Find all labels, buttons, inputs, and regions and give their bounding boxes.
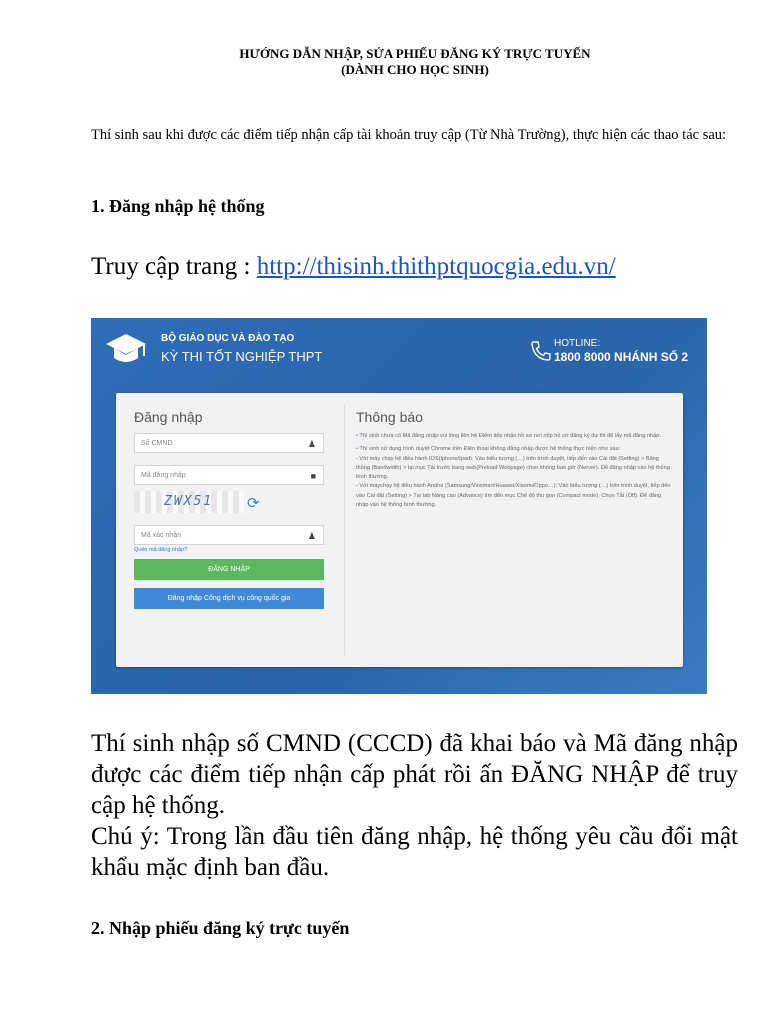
access-prefix: Truy cập trang : (91, 253, 257, 280)
graduation-cap-icon (105, 330, 147, 368)
notice-item (356, 445, 671, 510)
id-number-field[interactable] (134, 433, 324, 453)
notice-item (356, 432, 671, 441)
instruction-line1: Thí sinh nhập số CMND (CCCD) đã khai báo và Mã đăng nhập được các điểm tiếp nhận cấp phát rồi ấn ĐĂNG NHẬP để truy cập hệ thống. (91, 730, 738, 819)
screenshot-header (91, 318, 707, 384)
user-icon: ♟ (307, 439, 316, 449)
access-line (91, 253, 616, 281)
document-title-line1: HƯỚNG DẪN NHẬP, SỬA PHIẾU ĐĂNG KÝ TRỰC TUYẾN (239, 46, 591, 61)
verify-code-field[interactable] (134, 525, 324, 545)
login-code-placeholder: Mã đăng nhập (141, 472, 186, 479)
notice-item-android: - Với máychạy hệ điều hành Androi (Samsung/Vinsmart/Huawei/Xiaomi/Oppo…): Vào biểu tượng (…) trên trình duyệt, tiếp đến vào Cài đặt (Setting) > Tại tab Nâng cao (Advance) tìm đến mục Chế độ thu gọn (Compact mode). Chọn Tắt (Off). Để đăng nhập vào hệ thống bình thường. (356, 483, 671, 509)
hotline-number: 1800 8000 NHÁNH SỐ 2 (554, 350, 689, 364)
refresh-icon[interactable]: ⟳ (247, 495, 260, 512)
notice-item-1: Thí sinh chưa có Mã đăng nhập vui lòng liên hệ Điểm tiếp nhận hồ sơ nơi nộp hồ sơ đăng ký dự thi để lấy mã đăng nhập. (359, 433, 661, 439)
login-title: Đăng nhập (134, 409, 203, 425)
captcha-row (134, 491, 334, 515)
section2-heading: 2. Nhập phiếu đăng ký trực tuyến (91, 918, 350, 938)
section1-heading: 1. Đăng nhập hệ thống (91, 196, 265, 216)
instruction-line2: Chú ý: Trong lần đầu tiên đăng nhập, hệ thống yêu cầu đổi mật khẩu mặc định ban đầu. (91, 823, 738, 881)
notice-title: Thông báo (356, 409, 423, 425)
notice-item-ios: - Với máy chạy hệ điều hành IOS(Iphone/Ipad): Vào biểu tượng (…) trên trình duyệt, tiếp đến vào Cài đặt (Setting) > Băng thông (Bandwidth) > tại mục Tải trước trang web(Preload Webpage) chọn không bao giờ (Nerver). Để đăng nhập vào hệ thống bình thường. (356, 455, 670, 481)
instruction-paragraph (91, 728, 738, 883)
login-button[interactable]: ĐĂNG NHẬP (134, 559, 324, 580)
login-code-field[interactable] (134, 465, 324, 485)
panel-divider (344, 405, 345, 655)
bullet-icon: • (356, 433, 360, 439)
login-panel (116, 393, 683, 667)
hotline-label: HOTLINE: (554, 338, 601, 349)
id-number-placeholder: Số CMND (141, 440, 173, 447)
document-title-line2: (DÀNH CHO HỌC SINH) (341, 62, 489, 77)
verify-code-placeholder: Mã xác nhận (141, 532, 182, 539)
user-icon: ♟ (307, 531, 316, 541)
login-screenshot (91, 318, 707, 694)
lock-icon: ■ (310, 471, 316, 481)
phone-icon (529, 339, 553, 363)
notice-item-2: Thí sinh sử dụng trình duyệt Chrome trên Điện thoại không đăng nhập được hệ thống thực hiện như sau: (359, 446, 621, 453)
login-form (134, 409, 334, 609)
forgot-code-link[interactable]: Quên mã đăng nhập? (134, 547, 188, 553)
document-title (0, 46, 768, 78)
access-link[interactable]: http://thisinh.thithptquocgia.edu.vn/ (256, 253, 616, 280)
notice-section (356, 409, 671, 514)
org-name: BỘ GIÁO DỤC VÀ ĐÀO TẠO (161, 333, 295, 344)
bullet-icon: • (356, 446, 360, 453)
national-portal-login-button[interactable]: Đăng nhập Cổng dịch vụ công quốc gia (134, 588, 324, 609)
intro-paragraph: Thí sinh sau khi được các điểm tiếp nhận cấp tài khoản truy cập (Từ Nhà Trường), thực hiện các thao tác sau: (91, 127, 727, 143)
captcha-image: ZWX51 (134, 491, 244, 513)
exam-name: KỲ THI TỐT NGHIỆP THPT (161, 349, 323, 364)
